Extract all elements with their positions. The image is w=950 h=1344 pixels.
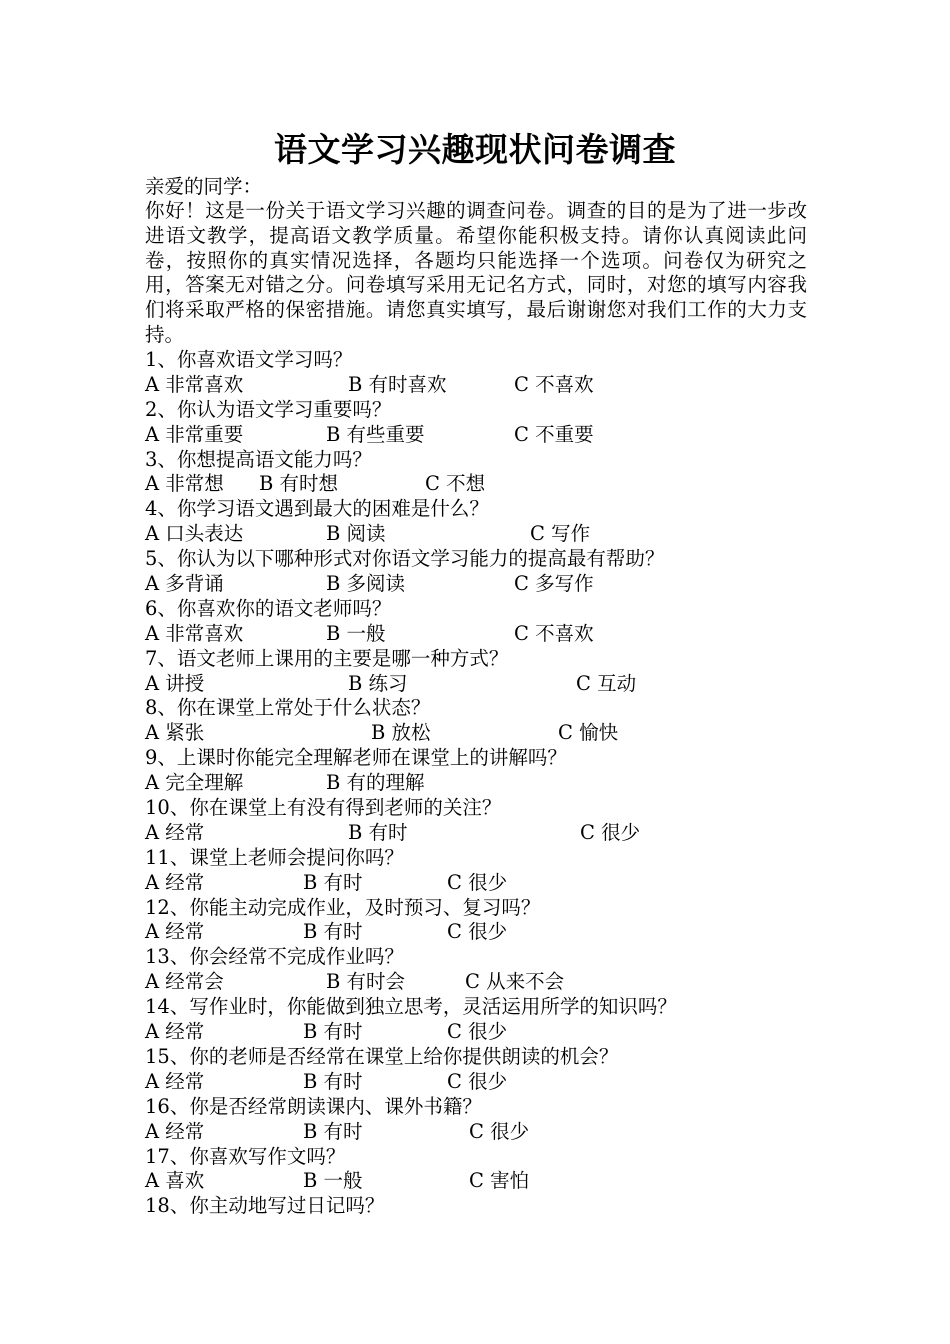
option-b[interactable]: B 有的理解	[326, 771, 425, 795]
option-a[interactable]: A 经常	[145, 920, 205, 944]
option-a[interactable]: A 口头表达	[145, 522, 244, 546]
option-c[interactable]: C 互动	[576, 671, 637, 695]
option-row	[145, 373, 825, 398]
option-c[interactable]: C 不喜欢	[514, 372, 594, 396]
option-b[interactable]: B 多阅读	[326, 572, 406, 596]
option-c[interactable]: C 害怕	[469, 1169, 530, 1193]
option-c[interactable]: C 写作	[530, 522, 591, 546]
option-row	[145, 821, 825, 846]
question-text: 16、你是否经常朗读课内、课外书籍？	[145, 1094, 482, 1118]
question-text: 4、你学习语文遇到最大的困难是什么？	[145, 497, 489, 521]
question-text: 5、你认为以下哪种形式对你语文学习能力的提高最有帮助？	[145, 547, 665, 571]
option-c[interactable]: C 不重要	[514, 422, 594, 446]
option-row	[145, 423, 825, 448]
option-a[interactable]: A 经常	[145, 1020, 205, 1044]
option-row	[145, 522, 825, 547]
option-row	[145, 622, 825, 647]
option-a[interactable]: A 非常重要	[145, 422, 244, 446]
question-text: 13、你会经常不完成作业吗？	[145, 945, 404, 969]
option-row	[145, 1070, 825, 1095]
option-c[interactable]: C 很少	[447, 1020, 508, 1044]
option-a[interactable]: A 经常会	[145, 970, 224, 994]
option-b[interactable]: B 有时	[303, 1119, 363, 1143]
question-text: 6、你喜欢你的语文老师吗？	[145, 596, 392, 620]
option-c[interactable]: C 很少	[580, 820, 641, 844]
option-row	[145, 1020, 825, 1045]
option-a[interactable]: A 经常	[145, 820, 205, 844]
option-b[interactable]: B 有些重要	[326, 422, 425, 446]
question-list	[145, 348, 825, 1219]
question-text: 3、你想提高语文能力吗？	[145, 447, 372, 471]
option-row	[145, 970, 825, 995]
option-b[interactable]: B 有时	[303, 1069, 363, 1093]
option-a[interactable]: A 紧张	[145, 721, 205, 745]
option-c[interactable]: C 多写作	[514, 572, 594, 596]
option-a[interactable]: A 非常喜欢	[145, 372, 244, 396]
question-text: 1、你喜欢语文学习吗？	[145, 348, 353, 371]
option-c[interactable]: C 很少	[447, 920, 508, 944]
option-b[interactable]: B 有时想	[259, 472, 339, 496]
option-row	[145, 572, 825, 597]
option-row	[145, 920, 825, 945]
question-text: 17、你喜欢写作文吗？	[145, 1144, 346, 1168]
option-c[interactable]: C 很少	[447, 870, 508, 894]
option-c[interactable]: C 很少	[447, 1069, 508, 1093]
intro-paragraph: 你好！这是一份关于语文学习兴趣的调查问卷。调查的目的是为了进一步改进语文教学，提高语文教学质量。希望你能积极支持。请你认真阅读此问卷，按照你的真实情况选择，各题均只能选择一个选项。问卷仅为研究之用，答案无对错之分。问卷填写采用无记名方式，同时，对您的填写内容我们将采取严格的保密措施。请您真实填写，最后谢谢您对我们工作的大力支持。	[145, 199, 807, 346]
question-text: 14、写作业时，你能做到独立思考，灵活运用所学的知识吗？	[145, 995, 677, 1019]
option-a[interactable]: A 经常	[145, 1069, 205, 1093]
option-b[interactable]: B 阅读	[326, 522, 386, 546]
option-row	[145, 1120, 825, 1145]
option-c[interactable]: C 从来不会	[465, 970, 565, 994]
option-a[interactable]: A 经常	[145, 870, 205, 894]
option-b[interactable]: B 一般	[303, 1169, 363, 1193]
document-title: 语文学习兴趣现状问卷调查	[274, 130, 676, 169]
option-a[interactable]: A 经常	[145, 1119, 205, 1143]
option-b[interactable]: B 有时	[303, 920, 363, 944]
option-b[interactable]: B 练习	[348, 671, 408, 695]
question-text: 10、你在课堂上有没有得到老师的关注？	[145, 796, 502, 820]
option-b[interactable]: B 有时	[303, 870, 363, 894]
option-b[interactable]: B 一般	[326, 621, 386, 645]
option-b[interactable]: B 有时会	[326, 970, 406, 994]
option-a[interactable]: A 讲授	[145, 671, 205, 695]
option-a[interactable]: A 多背诵	[145, 572, 224, 596]
question-text: 9、上课时你能完全理解老师在课堂上的讲解吗？	[145, 746, 567, 770]
option-row	[145, 721, 825, 746]
question-text: 18、你主动地写过日记吗？	[145, 1194, 385, 1218]
option-c[interactable]: C 很少	[469, 1119, 530, 1143]
greeting: 亲爱的同学：	[145, 175, 263, 198]
option-c[interactable]: C 不想	[425, 472, 486, 496]
question-text: 7、语文老师上课用的主要是哪一种方式？	[145, 646, 509, 670]
option-a[interactable]: A 喜欢	[145, 1169, 205, 1193]
question-text: 11、课堂上老师会提问你吗？	[145, 845, 404, 869]
option-row	[145, 771, 825, 796]
option-b[interactable]: B 有时	[303, 1020, 363, 1044]
question-text: 12、你能主动完成作业，及时预习、复习吗？	[145, 895, 541, 919]
option-c[interactable]: C 不喜欢	[514, 621, 594, 645]
option-b[interactable]: B 有时喜欢	[348, 372, 447, 396]
option-row	[145, 472, 825, 497]
option-a[interactable]: A 完全理解	[145, 771, 244, 795]
option-a[interactable]: A 非常喜欢	[145, 621, 244, 645]
option-a[interactable]: A 非常想	[145, 472, 224, 496]
option-row	[145, 672, 825, 697]
question-text: 2、你认为语文学习重要吗？	[145, 397, 392, 421]
option-row	[145, 871, 825, 896]
option-c[interactable]: C 愉快	[558, 721, 619, 745]
question-text: 15、你的老师是否经常在课堂上给你提供朗读的机会？	[145, 1044, 619, 1068]
option-b[interactable]: B 有时	[348, 820, 408, 844]
question-text: 8、你在课堂上常处于什么状态？	[145, 696, 431, 720]
option-b[interactable]: B 放松	[371, 721, 431, 745]
option-row	[145, 1169, 825, 1194]
